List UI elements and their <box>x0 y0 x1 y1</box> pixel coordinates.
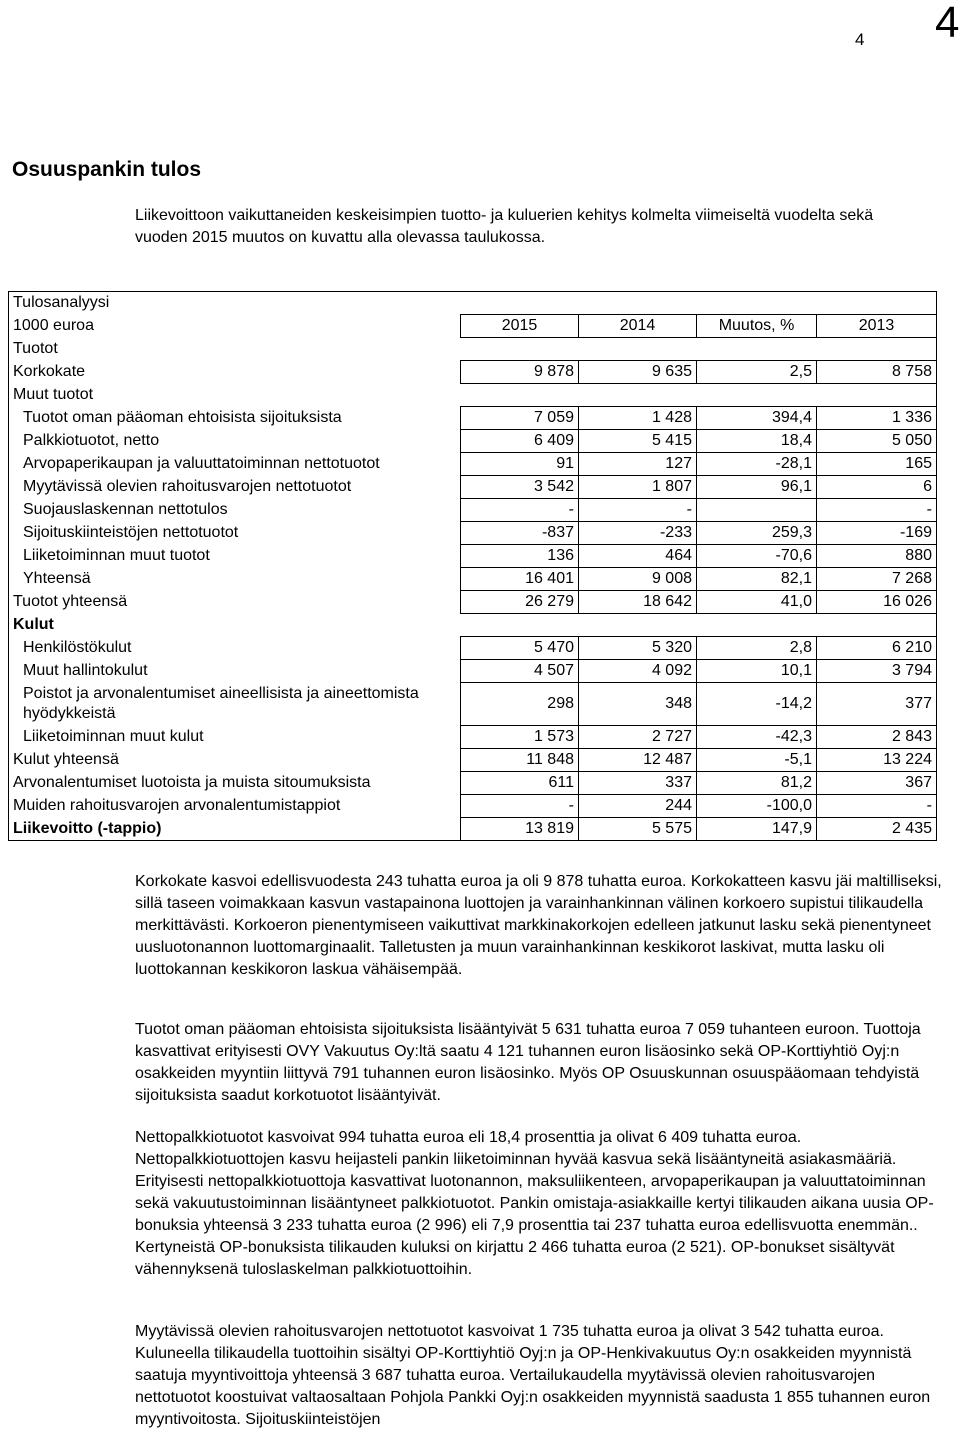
cell-value: - <box>461 499 579 522</box>
cell-value: 5 575 <box>579 818 697 841</box>
cell-value: -169 <box>817 522 937 545</box>
table-row <box>9 476 937 499</box>
cell-value: 394,4 <box>697 407 817 430</box>
row-label: Muut tuotot <box>13 386 94 403</box>
empty-cell <box>579 338 697 361</box>
table-row <box>9 726 937 749</box>
table-row <box>9 591 937 614</box>
table-row <box>9 568 937 591</box>
row-label: Liiketoiminnan muut tuotot <box>23 547 210 564</box>
table-row <box>9 683 937 726</box>
cell-value: 26 279 <box>461 591 579 614</box>
column-header: Muutos, % <box>697 315 817 338</box>
empty-cell <box>579 614 697 637</box>
row-label: Kulut <box>13 616 54 633</box>
cell-value: 127 <box>579 453 697 476</box>
cell-value: 2,5 <box>697 361 817 384</box>
cell-value: 82,1 <box>697 568 817 591</box>
cell-value: 1 807 <box>579 476 697 499</box>
cell-value <box>697 499 817 522</box>
cell-value: 880 <box>817 545 937 568</box>
row-label: Myytävissä olevien rahoitusvarojen nettotuotot <box>23 478 352 495</box>
table-row <box>9 430 937 453</box>
cell-value: -5,1 <box>697 749 817 772</box>
cell-value: 96,1 <box>697 476 817 499</box>
column-header: 2015 <box>461 315 579 338</box>
cell-value: 18,4 <box>697 430 817 453</box>
cell-value: -837 <box>461 522 579 545</box>
table-unit: 1000 euroa <box>13 317 94 334</box>
cell-value: - <box>817 795 937 818</box>
row-label: Tuotot yhteensä <box>13 593 128 610</box>
cell-value: 337 <box>579 772 697 795</box>
cell-value: 91 <box>461 453 579 476</box>
cell-value: -42,3 <box>697 726 817 749</box>
cell-value: 3 794 <box>817 660 937 683</box>
row-label: Tuotot oman pääoman ehtoisista sijoituksista <box>23 409 342 426</box>
cell-value: 9 878 <box>461 361 579 384</box>
table-title: Tulosanalyysi <box>13 294 110 312</box>
row-label: Poistot ja arvonalentumiset aineellisista ja aineettomista hyödykkeistä <box>23 685 419 722</box>
cell-value: 259,3 <box>697 522 817 545</box>
row-label: Korkokate <box>13 363 86 380</box>
table-row <box>9 660 937 683</box>
column-header: 2014 <box>579 315 697 338</box>
table-row <box>9 749 937 772</box>
page-number-small: 4 <box>855 30 865 49</box>
empty-cell <box>461 384 579 407</box>
row-label: Muut hallintokulut <box>23 662 148 679</box>
cell-value: 4 092 <box>579 660 697 683</box>
empty-cell <box>697 338 817 361</box>
cell-value: 611 <box>461 772 579 795</box>
cell-value: -233 <box>579 522 697 545</box>
cell-value: 12 487 <box>579 749 697 772</box>
table-row <box>9 499 937 522</box>
cell-value: 7 268 <box>817 568 937 591</box>
table-row <box>9 407 937 430</box>
page-number-large: 4 <box>935 0 960 47</box>
row-label: Muiden rahoitusvarojen arvonalentumistappiot <box>13 797 341 814</box>
empty-cell <box>817 614 937 637</box>
cell-value: 6 <box>817 476 937 499</box>
cell-value: 6 210 <box>817 637 937 660</box>
table-row <box>9 818 937 841</box>
table-title-row <box>9 292 937 315</box>
cell-value: 2,8 <box>697 637 817 660</box>
empty-cell <box>461 338 579 361</box>
cell-value: 81,2 <box>697 772 817 795</box>
cell-value: 5 415 <box>579 430 697 453</box>
cell-value: -100,0 <box>697 795 817 818</box>
paragraph-palkkiotuotot: Nettopalkkiotuotot kasvoivat 994 tuhatta euroa eli 18,4 prosenttia ja olivat 6 409 tuhatta euroa. Nettopalkkiotuottojen kasvu heijasteli pankin liiketoiminnan hyvää kasvua sekä lisääntyneitä asiakasmääriä. Erityisesti nettopalkkiotuottoja kasvattivat luotonannon, maksuliikenteen, arvopaperikaupan ja valuuttatoiminnan sekä vakuutustoiminnan lisääntyneet palkkiotuotot. Pankin omistaja-asiakkaille kertyi tilikauden aikana uusia OP-bonuksia yhteensä 3 233 tuhatta euroa (2 996) eli 7,9 prosenttia tai 237 tuhatta euroa edellisvuotta enemmän.. Kertyneistä OP-bonuksista tilikauden kuluksi on kirjattu 2 466 tuhatta euroa (2 521). OP-bonukset sisältyvät vähennyksenä tuloslaskelman palkkiotuottoihin. <box>135 1129 934 1278</box>
intro-paragraph: Liikevoittoon vaikuttaneiden keskeisimpien tuotto- ja kuluerien kehitys kolmelta viimeiseltä vuodelta sekä vuoden 2015 muutos on kuvattu alla olevassa taulukossa. <box>135 207 874 246</box>
cell-value: 367 <box>817 772 937 795</box>
cell-value: - <box>461 795 579 818</box>
row-label: Tuotot <box>13 340 58 357</box>
cell-value: 298 <box>461 683 579 726</box>
cell-value: 147,9 <box>697 818 817 841</box>
cell-value: 3 542 <box>461 476 579 499</box>
empty-cell <box>817 384 937 407</box>
table-row <box>9 338 937 361</box>
cell-value: 7 059 <box>461 407 579 430</box>
cell-value: 5 320 <box>579 637 697 660</box>
cell-value: 348 <box>579 683 697 726</box>
table-row <box>9 522 937 545</box>
empty-cell <box>697 384 817 407</box>
empty-cell <box>579 384 697 407</box>
cell-value: 8 758 <box>817 361 937 384</box>
cell-value: 41,0 <box>697 591 817 614</box>
empty-cell <box>697 614 817 637</box>
cell-value: -14,2 <box>697 683 817 726</box>
cell-value: 377 <box>817 683 937 726</box>
cell-value: 244 <box>579 795 697 818</box>
empty-cell <box>461 614 579 637</box>
cell-value: 1 573 <box>461 726 579 749</box>
row-label: Liikevoitto (-tappio) <box>13 819 162 837</box>
table-row <box>9 361 937 384</box>
cell-value: 1 428 <box>579 407 697 430</box>
table-row <box>9 637 937 660</box>
cell-value: -70,6 <box>697 545 817 568</box>
cell-value: 136 <box>461 545 579 568</box>
row-label: Palkkiotuotot, netto <box>23 432 160 449</box>
cell-value: 2 727 <box>579 726 697 749</box>
row-label: Liiketoiminnan muut kulut <box>23 728 204 745</box>
row-label: Henkilöstökulut <box>23 639 132 656</box>
cell-value: 6 409 <box>461 430 579 453</box>
row-label: Sijoituskiinteistöjen nettotuotot <box>23 524 239 541</box>
cell-value: 18 642 <box>579 591 697 614</box>
cell-value: 16 401 <box>461 568 579 591</box>
row-label: Arvonalentumiset luotoista ja muista sitoumuksista <box>13 774 371 791</box>
cell-value: -28,1 <box>697 453 817 476</box>
cell-value: 11 848 <box>461 749 579 772</box>
cell-value: 13 819 <box>461 818 579 841</box>
table-row <box>9 772 937 795</box>
cell-value: 5 050 <box>817 430 937 453</box>
paragraph-rahoitusvarojen-tuotot: Myytävissä olevien rahoitusvarojen nettotuotot kasvoivat 1 735 tuhatta euroa ja olivat 3 542 tuhatta euroa. Kuluneella tilikaudella tuottoihin sisältyi OP-Korttiyhtiö Oyj:n ja OP-Henkivakuutus Oy:n osakkeiden myynnistä saatuja myyntivoittoja yhteensä 3 687 tuhatta euroa. Vertailukaudella myytävissä olevien rahoitusvarojen nettotuotot koostuivat valtaosaltaan Pohjola Pankki Oyj:n osakkeiden myynnistä saadusta 1 855 tuhannen euron myyntivoitosta. Sijoituskiinteistöjen <box>135 1323 931 1428</box>
cell-value: 9 635 <box>579 361 697 384</box>
cell-value: 165 <box>817 453 937 476</box>
row-label: Arvopaperikaupan ja valuuttatoiminnan nettotuotot <box>23 455 380 472</box>
table-row <box>9 384 937 407</box>
cell-value: - <box>817 499 937 522</box>
cell-value: 5 470 <box>461 637 579 660</box>
table-row <box>9 614 937 637</box>
paragraph-oman-paaoman-tuotot: Tuotot oman pääoman ehtoisista sijoituksista lisääntyivät 5 631 tuhatta euroa 7 059 tuhanteen euroon. Tuottoja kasvattivat erityisesti OVY Vakuutus Oy:ltä saatu 4 121 tuhannen euron lisäosinko sekä OP-Korttiyhtiö Oyj:n osakkeiden myyntiin liittyvä 791 tuhannen euron lisäosinko. Myös OP Osuuskunnan osuuspääomaan tehdyistä sijoituksista saadut korkotuotot lisääntyivät. <box>135 1021 921 1104</box>
cell-value: 16 026 <box>817 591 937 614</box>
cell-value: 10,1 <box>697 660 817 683</box>
cell-value: - <box>579 499 697 522</box>
row-label: Yhteensä <box>23 570 91 587</box>
cell-value: 2 843 <box>817 726 937 749</box>
table-row <box>9 795 937 818</box>
table-row <box>9 545 937 568</box>
income-analysis-table <box>8 291 937 841</box>
empty-cell <box>817 338 937 361</box>
cell-value: 13 224 <box>817 749 937 772</box>
paragraph-korkokate: Korkokate kasvoi edellisvuodesta 243 tuhatta euroa ja oli 9 878 tuhatta euroa. Korkokatteen kasvu jäi maltilliseksi, sillä taseen voimakkaan kasvun vastapainona luottojen ja varainhankinnan välinen korkoero supistui tilikaudella merkittävästi. Korkoeron pienentymiseen vaikuttivat markkinakorkojen edelleen jatkunut lasku sekä pienentyneet uusluotonannon luottomarginaalit. Talletusten ja muun varainhankinnan keskikorot laskivat, mutta lasku oli luottokannan keskikoron laskua vähäisempää. <box>135 873 942 978</box>
cell-value: 9 008 <box>579 568 697 591</box>
cell-value: 2 435 <box>817 818 937 841</box>
cell-value: 1 336 <box>817 407 937 430</box>
table-row <box>9 453 937 476</box>
cell-value: 464 <box>579 545 697 568</box>
cell-value: 4 507 <box>461 660 579 683</box>
row-label: Suojauslaskennan nettotulos <box>23 501 228 518</box>
column-header: 2013 <box>817 315 937 338</box>
table-header-row <box>9 315 937 338</box>
section-title: Osuuspankin tulos <box>12 158 202 181</box>
row-label: Kulut yhteensä <box>13 751 119 768</box>
